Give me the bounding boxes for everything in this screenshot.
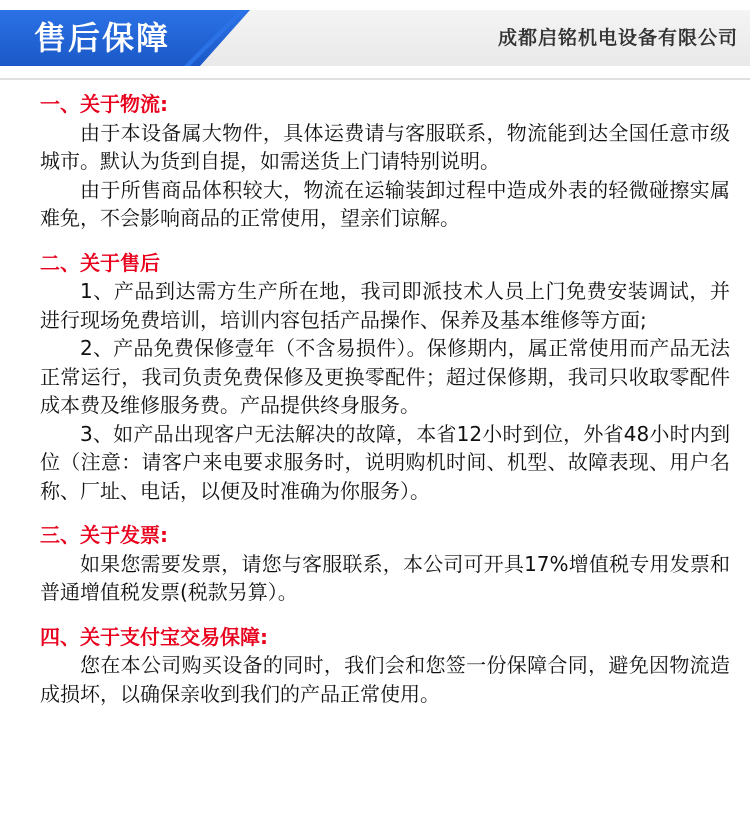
section-invoice xyxy=(40,521,730,607)
section-heading: 四、关于支付宝交易保障: xyxy=(40,624,268,649)
paragraph: 由于本设备属大物件，具体运费请与客服联系，物流能到达全国任意市级城市。默认为货到自提，如需送货上门请特别说明。 xyxy=(40,120,730,173)
paragraph: 2、产品免费保修壹年（不含易损件）。保修期内，属正常使用而产品无法正常运行，我司负责免费保修及更换零配件；超过保修期，我司只收取零配件成本费及维修服务费。产品提供终身服务。 xyxy=(40,336,730,417)
header xyxy=(0,0,750,80)
section-heading: 二、关于售后 xyxy=(40,250,160,275)
paragraph: 您在本公司购买设备的同时，我们会和您签一份保障合同，避免因物流造成损坏，以确保亲收到我们的产品正常使用。 xyxy=(40,653,730,706)
section-logistics xyxy=(40,90,730,233)
content xyxy=(40,90,730,724)
section-after-sales xyxy=(40,249,730,506)
paragraph: 如果您需要发票，请您与客服联系，本公司可开具17%增值税专用发票和普通增值税发票(税款另算）。 xyxy=(40,551,730,604)
section-alipay xyxy=(40,623,730,709)
page-title: 售后保障 xyxy=(34,19,171,57)
paragraph: 1、产品到达需方生产所在地，我司即派技术人员上门免费安装调试，并进行现场免费培训，培训内容包括产品操作、保养及基本维修等方面; xyxy=(40,279,730,332)
paragraph: 由于所售商品体积较大，物流在运输装卸过程中造成外表的轻微碰擦实属难免，不会影响商品的正常使用，望亲们谅解。 xyxy=(40,177,730,230)
section-heading: 一、关于物流: xyxy=(40,92,168,116)
paragraph: 3、如产品出现客户无法解决的故障，本省12小时到位，外省48小时内到位（注意：请客户来电要求服务时，说明购机时间、机型、故障表现、用户名称、厂址、电话，以便及时准确为你服务）。 xyxy=(40,421,730,503)
company-name: 成都启铭机电设备有限公司 xyxy=(497,27,738,49)
header-divider xyxy=(0,78,750,80)
section-heading: 三、关于发票: xyxy=(40,523,168,547)
